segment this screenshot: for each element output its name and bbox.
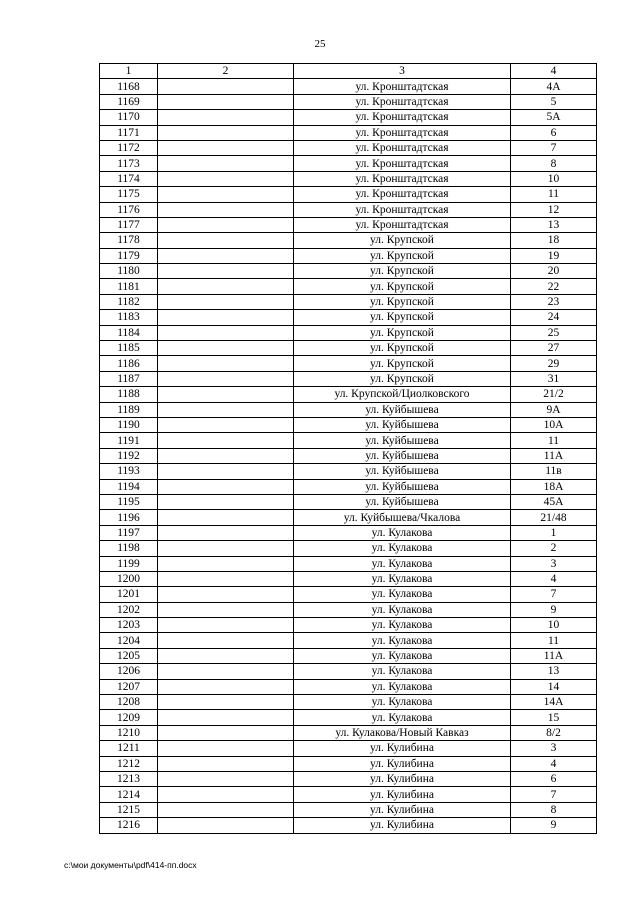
street-cell: ул. Крупской: [294, 294, 511, 309]
blank-cell: [158, 771, 294, 786]
table-row: [100, 279, 597, 294]
blank-cell: [158, 217, 294, 232]
row-number-cell: 1194: [100, 479, 158, 494]
blank-cell: [158, 325, 294, 340]
table-row: [100, 264, 597, 279]
blank-cell: [158, 248, 294, 263]
row-number-cell: 1210: [100, 725, 158, 740]
row-number-cell: 1209: [100, 710, 158, 725]
house-number-cell: 11: [511, 433, 597, 448]
table-row: [100, 710, 597, 725]
blank-cell: [158, 479, 294, 494]
row-number-cell: 1195: [100, 494, 158, 509]
house-number-cell: 18: [511, 233, 597, 248]
house-number-cell: 12: [511, 202, 597, 217]
street-cell: ул. Кронштадтская: [294, 79, 511, 94]
table-row: [100, 787, 597, 802]
table-row: [100, 464, 597, 479]
house-number-cell: 5А: [511, 110, 597, 125]
table-row: [100, 818, 597, 833]
house-number-cell: 7: [511, 587, 597, 602]
street-cell: ул. Кулакова: [294, 710, 511, 725]
blank-cell: [158, 525, 294, 540]
row-number-cell: 1205: [100, 648, 158, 663]
table-row: [100, 556, 597, 571]
row-number-cell: 1178: [100, 233, 158, 248]
street-cell: ул. Кулакова: [294, 556, 511, 571]
header-col-4: 4: [511, 64, 597, 79]
house-number-cell: 4А: [511, 79, 597, 94]
street-cell: ул. Кулакова: [294, 525, 511, 540]
blank-cell: [158, 510, 294, 525]
blank-cell: [158, 741, 294, 756]
street-cell: ул. Крупской: [294, 233, 511, 248]
row-number-cell: 1192: [100, 448, 158, 463]
street-cell: ул. Крупской: [294, 279, 511, 294]
house-number-cell: 31: [511, 371, 597, 386]
row-number-cell: 1168: [100, 79, 158, 94]
blank-cell: [158, 664, 294, 679]
row-number-cell: 1175: [100, 187, 158, 202]
street-cell: ул. Куйбышева: [294, 448, 511, 463]
blank-cell: [158, 187, 294, 202]
street-cell: ул. Кулибина: [294, 802, 511, 817]
blank-cell: [158, 341, 294, 356]
street-cell: ул. Куйбышева/Чкалова: [294, 510, 511, 525]
street-cell: ул. Крупской: [294, 264, 511, 279]
street-cell: ул. Кулибина: [294, 756, 511, 771]
table-row: [100, 371, 597, 386]
row-number-cell: 1212: [100, 756, 158, 771]
street-cell: ул. Кронштадтская: [294, 171, 511, 186]
house-number-cell: 10: [511, 618, 597, 633]
street-cell: ул. Куйбышева: [294, 433, 511, 448]
row-number-cell: 1189: [100, 402, 158, 417]
blank-cell: [158, 417, 294, 432]
house-number-cell: 9: [511, 602, 597, 617]
house-number-cell: 10А: [511, 417, 597, 432]
table-row: [100, 494, 597, 509]
table-row: [100, 387, 597, 402]
street-cell: ул. Кулакова: [294, 571, 511, 586]
street-cell: ул. Кулакова: [294, 664, 511, 679]
blank-cell: [158, 110, 294, 125]
row-number-cell: 1201: [100, 587, 158, 602]
house-number-cell: 4: [511, 571, 597, 586]
row-number-cell: 1174: [100, 171, 158, 186]
street-cell: ул. Кронштадтская: [294, 187, 511, 202]
street-cell: ул. Крупской: [294, 248, 511, 263]
street-cell: ул. Крупской: [294, 371, 511, 386]
row-number-cell: 1215: [100, 802, 158, 817]
street-cell: ул. Кулакова: [294, 695, 511, 710]
table-row: [100, 341, 597, 356]
street-cell: ул. Кронштадтская: [294, 110, 511, 125]
street-cell: ул. Кронштадтская: [294, 217, 511, 232]
house-number-cell: 11А: [511, 448, 597, 463]
row-number-cell: 1185: [100, 341, 158, 356]
row-number-cell: 1199: [100, 556, 158, 571]
table-row: [100, 433, 597, 448]
house-number-cell: 21/48: [511, 510, 597, 525]
row-number-cell: 1208: [100, 695, 158, 710]
street-cell: ул. Кулакова: [294, 679, 511, 694]
row-number-cell: 1204: [100, 633, 158, 648]
table-row: [100, 417, 597, 432]
house-number-cell: 23: [511, 294, 597, 309]
row-number-cell: 1172: [100, 140, 158, 155]
house-number-cell: 3: [511, 741, 597, 756]
street-cell: ул. Кулакова/Новый Кавказ: [294, 725, 511, 740]
table-row: [100, 187, 597, 202]
street-cell: ул. Куйбышева: [294, 494, 511, 509]
house-number-cell: 10: [511, 171, 597, 186]
blank-cell: [158, 464, 294, 479]
house-number-cell: 13: [511, 217, 597, 232]
blank-cell: [158, 310, 294, 325]
table-row: [100, 479, 597, 494]
table-row: [100, 756, 597, 771]
blank-cell: [158, 787, 294, 802]
blank-cell: [158, 802, 294, 817]
street-cell: ул. Кулибина: [294, 787, 511, 802]
row-number-cell: 1216: [100, 818, 158, 833]
row-number-cell: 1190: [100, 417, 158, 432]
blank-cell: [158, 125, 294, 140]
house-number-cell: 27: [511, 341, 597, 356]
house-number-cell: 11А: [511, 648, 597, 663]
row-number-cell: 1193: [100, 464, 158, 479]
house-number-cell: 14А: [511, 695, 597, 710]
blank-cell: [158, 587, 294, 602]
blank-cell: [158, 494, 294, 509]
street-cell: ул. Кронштадтская: [294, 94, 511, 109]
blank-cell: [158, 818, 294, 833]
table-row: [100, 510, 597, 525]
house-number-cell: 21/2: [511, 387, 597, 402]
table-row: [100, 310, 597, 325]
table-row: [100, 525, 597, 540]
house-number-cell: 45А: [511, 494, 597, 509]
table-row: [100, 633, 597, 648]
house-number-cell: 2: [511, 541, 597, 556]
street-cell: ул. Кронштадтская: [294, 125, 511, 140]
blank-cell: [158, 402, 294, 417]
table-row: [100, 140, 597, 155]
table-row: [100, 771, 597, 786]
street-cell: ул. Крупской/Циолковского: [294, 387, 511, 402]
blank-cell: [158, 541, 294, 556]
house-number-cell: 1: [511, 525, 597, 540]
house-number-cell: 5: [511, 94, 597, 109]
blank-cell: [158, 171, 294, 186]
table-row: [100, 648, 597, 663]
row-number-cell: 1213: [100, 771, 158, 786]
blank-cell: [158, 140, 294, 155]
blank-cell: [158, 571, 294, 586]
table-row: [100, 679, 597, 694]
address-table: [99, 63, 597, 834]
table-row: [100, 325, 597, 340]
street-cell: ул. Кулакова: [294, 587, 511, 602]
table-header-row: [100, 64, 597, 79]
blank-cell: [158, 556, 294, 571]
row-number-cell: 1183: [100, 310, 158, 325]
header-col-3: 3: [294, 64, 511, 79]
blank-cell: [158, 156, 294, 171]
row-number-cell: 1188: [100, 387, 158, 402]
row-number-cell: 1170: [100, 110, 158, 125]
house-number-cell: 20: [511, 264, 597, 279]
house-number-cell: 13: [511, 664, 597, 679]
table-row: [100, 571, 597, 586]
house-number-cell: 22: [511, 279, 597, 294]
blank-cell: [158, 710, 294, 725]
blank-cell: [158, 433, 294, 448]
page-number: 25: [314, 38, 326, 50]
house-number-cell: 11: [511, 633, 597, 648]
street-cell: ул. Крупской: [294, 356, 511, 371]
street-cell: ул. Кулакова: [294, 648, 511, 663]
table-row: [100, 125, 597, 140]
row-number-cell: 1184: [100, 325, 158, 340]
table-row: [100, 587, 597, 602]
row-number-cell: 1206: [100, 664, 158, 679]
blank-cell: [158, 294, 294, 309]
street-cell: ул. Кулакова: [294, 541, 511, 556]
house-number-cell: 6: [511, 771, 597, 786]
table-row: [100, 94, 597, 109]
house-number-cell: 6: [511, 125, 597, 140]
house-number-cell: 19: [511, 248, 597, 263]
row-number-cell: 1186: [100, 356, 158, 371]
street-cell: ул. Кулибина: [294, 741, 511, 756]
table-row: [100, 602, 597, 617]
blank-cell: [158, 602, 294, 617]
table-row: [100, 171, 597, 186]
house-number-cell: 25: [511, 325, 597, 340]
row-number-cell: 1214: [100, 787, 158, 802]
blank-cell: [158, 264, 294, 279]
house-number-cell: 7: [511, 787, 597, 802]
blank-cell: [158, 648, 294, 663]
row-number-cell: 1207: [100, 679, 158, 694]
row-number-cell: 1198: [100, 541, 158, 556]
blank-cell: [158, 618, 294, 633]
house-number-cell: 4: [511, 756, 597, 771]
house-number-cell: 14: [511, 679, 597, 694]
blank-cell: [158, 679, 294, 694]
row-number-cell: 1177: [100, 217, 158, 232]
house-number-cell: 24: [511, 310, 597, 325]
blank-cell: [158, 695, 294, 710]
blank-cell: [158, 279, 294, 294]
table-row: [100, 541, 597, 556]
row-number-cell: 1197: [100, 525, 158, 540]
table-row: [100, 248, 597, 263]
row-number-cell: 1196: [100, 510, 158, 525]
row-number-cell: 1171: [100, 125, 158, 140]
table-row: [100, 402, 597, 417]
house-number-cell: 9А: [511, 402, 597, 417]
street-cell: ул. Куйбышева: [294, 417, 511, 432]
table-row: [100, 618, 597, 633]
blank-cell: [158, 371, 294, 386]
house-number-cell: 7: [511, 140, 597, 155]
house-number-cell: 11в: [511, 464, 597, 479]
table-row: [100, 202, 597, 217]
house-number-cell: 8: [511, 156, 597, 171]
row-number-cell: 1200: [100, 571, 158, 586]
street-cell: ул. Куйбышева: [294, 479, 511, 494]
street-cell: ул. Крупской: [294, 341, 511, 356]
street-cell: ул. Крупской: [294, 325, 511, 340]
blank-cell: [158, 633, 294, 648]
street-cell: ул. Куйбышева: [294, 402, 511, 417]
table-body: [100, 79, 597, 833]
row-number-cell: 1202: [100, 602, 158, 617]
street-cell: ул. Кулибина: [294, 771, 511, 786]
table-row: [100, 79, 597, 94]
blank-cell: [158, 387, 294, 402]
table-row: [100, 294, 597, 309]
table-row: [100, 217, 597, 232]
row-number-cell: 1176: [100, 202, 158, 217]
street-cell: ул. Кронштадтская: [294, 156, 511, 171]
blank-cell: [158, 79, 294, 94]
table-row: [100, 233, 597, 248]
table-row: [100, 356, 597, 371]
house-number-cell: 9: [511, 818, 597, 833]
street-cell: ул. Кронштадтская: [294, 140, 511, 155]
table-row: [100, 695, 597, 710]
header-col-1: 1: [100, 64, 158, 79]
header-col-2: 2: [158, 64, 294, 79]
row-number-cell: 1181: [100, 279, 158, 294]
table-row: [100, 110, 597, 125]
blank-cell: [158, 756, 294, 771]
row-number-cell: 1203: [100, 618, 158, 633]
blank-cell: [158, 94, 294, 109]
row-number-cell: 1169: [100, 94, 158, 109]
house-number-cell: 15: [511, 710, 597, 725]
house-number-cell: 18А: [511, 479, 597, 494]
table-row: [100, 741, 597, 756]
row-number-cell: 1180: [100, 264, 158, 279]
house-number-cell: 11: [511, 187, 597, 202]
row-number-cell: 1187: [100, 371, 158, 386]
blank-cell: [158, 725, 294, 740]
table-row: [100, 664, 597, 679]
row-number-cell: 1191: [100, 433, 158, 448]
table-row: [100, 448, 597, 463]
blank-cell: [158, 356, 294, 371]
footer-file-path: c:\мои документы\pdf\414-пп.docx: [64, 860, 197, 870]
street-cell: ул. Кулибина: [294, 818, 511, 833]
blank-cell: [158, 448, 294, 463]
table-row: [100, 725, 597, 740]
street-cell: ул. Куйбышева: [294, 464, 511, 479]
blank-cell: [158, 202, 294, 217]
house-number-cell: 8: [511, 802, 597, 817]
blank-cell: [158, 233, 294, 248]
row-number-cell: 1182: [100, 294, 158, 309]
street-cell: ул. Кронштадтская: [294, 202, 511, 217]
row-number-cell: 1179: [100, 248, 158, 263]
row-number-cell: 1173: [100, 156, 158, 171]
street-cell: ул. Кулакова: [294, 633, 511, 648]
street-cell: ул. Кулакова: [294, 602, 511, 617]
street-cell: ул. Кулакова: [294, 618, 511, 633]
row-number-cell: 1211: [100, 741, 158, 756]
house-number-cell: 29: [511, 356, 597, 371]
house-number-cell: 3: [511, 556, 597, 571]
table-row: [100, 802, 597, 817]
street-cell: ул. Крупской: [294, 310, 511, 325]
table-row: [100, 156, 597, 171]
house-number-cell: 8/2: [511, 725, 597, 740]
